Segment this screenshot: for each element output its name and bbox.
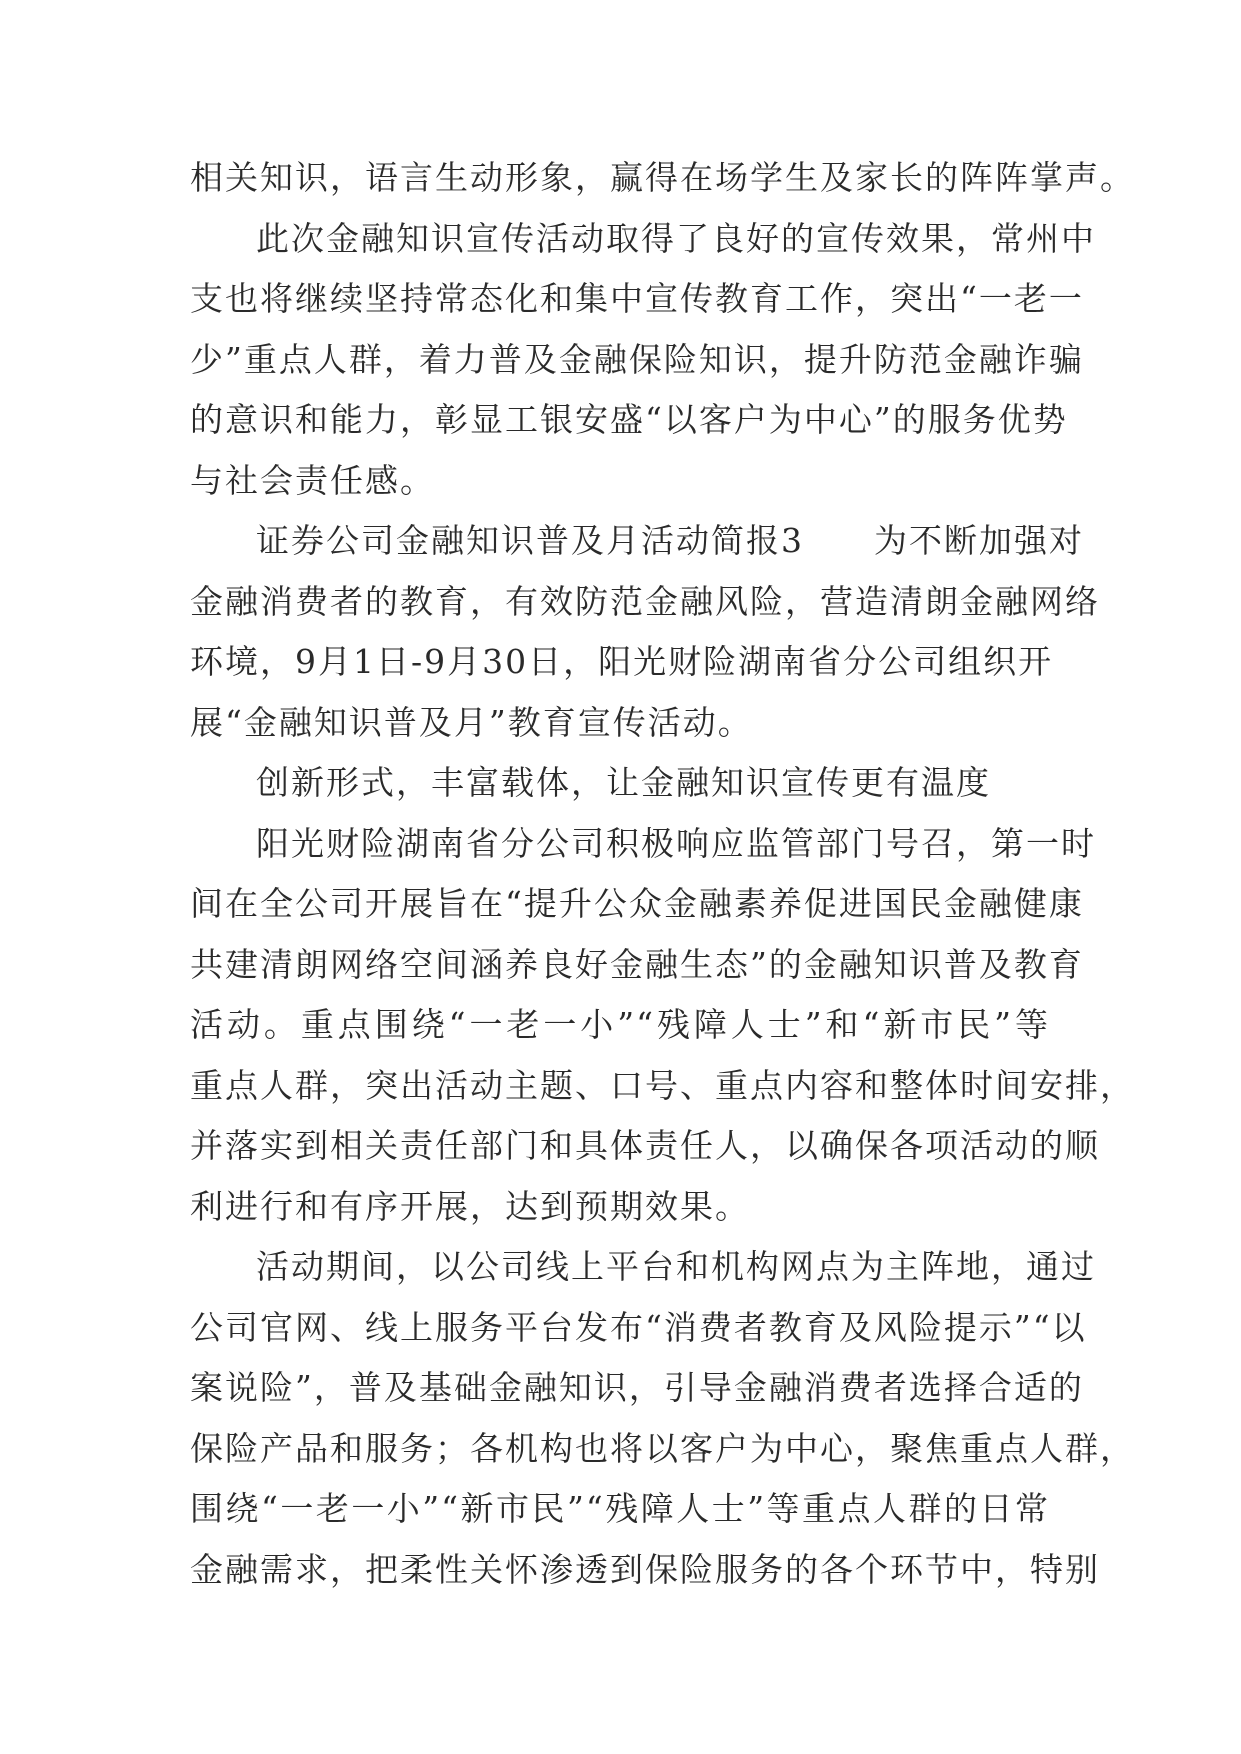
section-heading: 创新形式，丰富载体，让金融知识宣传更有温度: [256, 763, 991, 802]
text-line: 环境，9月1日-9月30日，阳光财险湖南省分公司组织开: [190, 642, 1054, 681]
text-line: 共建清朗网络空间涵养良好金融生态”的金融知识普及教育: [190, 944, 1084, 984]
text-line: 保险产品和服务；各机构也将以客户为中心，聚焦重点人群，: [190, 1428, 1135, 1468]
paragraph-first-line: 活动期间，以公司线上平台和机构网点为主阵地，通过: [256, 1247, 1096, 1286]
body-text: [190, 148, 1135, 1600]
text-line: 金融需求，把柔性关怀渗透到保险服务的各个环节中，特别: [190, 1549, 1100, 1589]
paragraph-first-line: 此次金融知识宣传活动取得了良好的宣传效果，常州中: [256, 218, 1096, 258]
text-line: 相关知识，语言生动形象，赢得在场学生及家长的阵阵掌声。: [190, 158, 1135, 197]
text-line: 重点人群，突出活动主题、口号、重点内容和整体时间安排，: [190, 1065, 1135, 1105]
text-line: 利进行和有序开展，达到预期效果。: [190, 1186, 750, 1226]
paragraph-first-line: 证券公司金融知识普及月活动简报3 为不断加强对: [256, 521, 1084, 560]
text-line: 的意识和能力，彰显工银安盛“以客户为中心”的服务优势: [190, 400, 1068, 439]
text-line: 活动。重点围绕“一老一小”“残障人士”和“新市民”等: [190, 1005, 1050, 1044]
text-line: 并落实到相关责任部门和具体责任人，以确保各项活动的顺: [190, 1126, 1100, 1165]
text-line: 公司官网、线上服务平台发布“消费者教育及风险提示”“以: [190, 1307, 1087, 1347]
text-line: 案说险”，普及基础金融知识，引导金融消费者选择合适的: [190, 1368, 1084, 1407]
text-line: 围绕“一老一小”“新市民”“残障人士”等重点人群的日常: [190, 1489, 1050, 1528]
paragraph-first-line: 阳光财险湖南省分公司积极响应监管部门号召，第一时: [256, 823, 1096, 863]
text-line: 金融消费者的教育，有效防范金融风险，营造清朗金融网络: [190, 581, 1100, 621]
text-line: 展“金融知识普及月”教育宣传活动。: [190, 702, 753, 742]
text-line: 少”重点人群，着力普及金融保险知识，提升防范金融诈骗: [190, 339, 1084, 379]
text-line: 支也将继续坚持常态化和集中宣传教育工作，突出“一老一: [190, 279, 1084, 318]
text-line: 与社会责任感。: [190, 460, 435, 500]
text-line: 间在全公司开展旨在“提升公众金融素养促进国民金融健康: [190, 884, 1084, 923]
